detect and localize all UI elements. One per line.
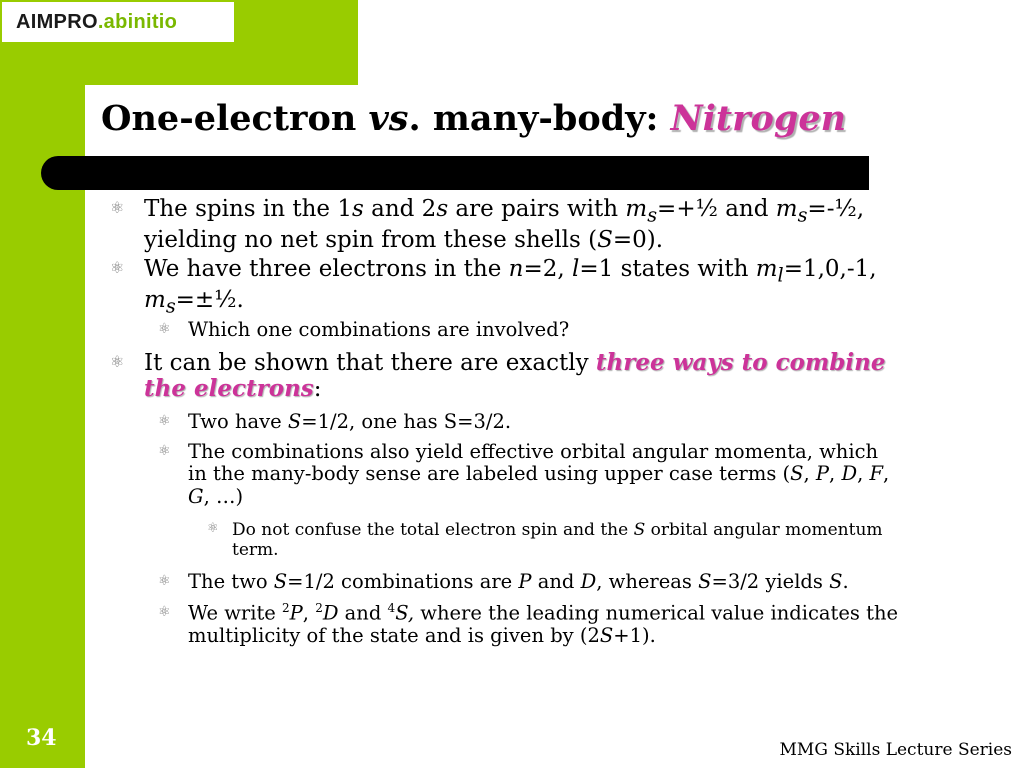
logo-text-part1: AIMPRO (16, 10, 98, 33)
text: : (313, 376, 322, 403)
text: It can be shown that there are exactly (144, 350, 596, 376)
text: Which one combinations are involved? (188, 318, 570, 341)
text: S (698, 570, 712, 593)
text: in the many-body sense are labeled using upper case terms ( (188, 462, 791, 486)
text: D (841, 462, 858, 486)
text: m (775, 196, 798, 222)
atom-icon: ⚛ (207, 521, 219, 536)
text: orbital angular momentum (645, 520, 883, 540)
text: Do not confuse the total electron spin and the (232, 520, 634, 540)
text: and (531, 570, 581, 593)
text: s (436, 196, 449, 222)
text: , (829, 462, 842, 486)
text: We write (188, 601, 283, 625)
text: s (351, 196, 364, 222)
text: , whereas (596, 570, 699, 593)
text: 2 (315, 601, 323, 615)
text: =+½ and (657, 196, 776, 222)
atom-icon: ⚛ (158, 573, 171, 589)
subbullet-two-have (158, 410, 998, 433)
text: =-½, (807, 196, 865, 222)
text: m (144, 286, 166, 313)
text: l (572, 256, 580, 282)
text: l (777, 263, 784, 287)
text: G (188, 484, 204, 508)
text: =1,0,-1, (783, 256, 877, 282)
text: 2 (282, 601, 290, 615)
bullet-spins (110, 196, 964, 253)
title-part2: . many-body: (408, 98, 671, 139)
logo-text-part2: .abinitio (97, 10, 178, 33)
text: multiplicity of the state and is given by (2 (188, 623, 600, 647)
text: =0). (612, 226, 664, 253)
text: =1 states with (579, 256, 756, 282)
text: =1/2, one has S=3/2. (301, 410, 512, 433)
text: S (599, 623, 614, 647)
atom-icon: ⚛ (158, 413, 171, 429)
text: and 2 (363, 196, 437, 222)
text: , (302, 601, 316, 625)
atom-icon: ⚛ (110, 258, 125, 277)
subbullet-two-s-combinations (158, 570, 998, 593)
atom-icon: ⚛ (110, 198, 125, 217)
atom-icon: ⚛ (158, 443, 171, 459)
text: The combinations also yield effective orbital angular momenta, which (188, 440, 879, 463)
subbullet-we-write (158, 601, 998, 647)
subbullet-combinations-yield (158, 440, 998, 508)
footer-text: MMG Skills Lecture Series (779, 740, 1012, 760)
text: yielding no net spin from these shells ( (144, 226, 598, 253)
text: m (755, 256, 778, 282)
text: three ways to combine (595, 349, 886, 376)
text: =3/2 yields (711, 570, 830, 593)
text: n (508, 256, 524, 282)
text: s (797, 203, 808, 227)
text: S (273, 570, 288, 593)
text: , …) (203, 484, 244, 508)
text: are pairs with (448, 196, 626, 222)
text: term. (232, 539, 279, 560)
text: , (803, 462, 816, 486)
atom-icon: ⚛ (110, 352, 125, 371)
bullet-three-ways (110, 349, 964, 403)
text: P (289, 601, 303, 625)
title-part1: One-electron (101, 98, 369, 139)
text: =2, (523, 256, 573, 282)
text: . (842, 570, 849, 593)
text: S, (395, 601, 415, 625)
text: , (883, 462, 890, 486)
text: S (597, 226, 613, 253)
text: the electrons (144, 375, 314, 403)
text: S (633, 520, 646, 540)
bullet-three-electrons (110, 256, 964, 318)
text: 4 (387, 601, 396, 615)
text: The spins in the 1 (144, 196, 352, 222)
text: S (829, 570, 843, 593)
text: s (165, 294, 176, 318)
subbullet-which-combinations (158, 318, 998, 341)
text: where the leading numerical value indicates the (414, 601, 899, 625)
text: , (857, 462, 870, 486)
atom-icon: ⚛ (158, 321, 171, 337)
text: The two (188, 570, 274, 593)
title-vs: vs (368, 98, 409, 139)
text: S (790, 462, 804, 486)
text: S (287, 410, 302, 433)
text: D (580, 570, 597, 593)
text: and (338, 601, 388, 625)
text: Two have (188, 410, 288, 433)
text: m (625, 196, 648, 222)
text: D (322, 601, 339, 625)
text: =±½. (175, 286, 244, 313)
atom-icon: ⚛ (158, 604, 171, 620)
text: P (815, 462, 830, 486)
text: =1/2 combinations are (287, 570, 519, 593)
page-number: 34 (26, 725, 57, 751)
text: s (647, 203, 658, 227)
text: F (869, 462, 884, 486)
subsubbullet-do-not-confuse (207, 520, 1002, 560)
text: P (518, 570, 532, 593)
title-highlight: Nitrogen (670, 98, 847, 139)
text: We have three electrons in the (144, 256, 509, 282)
text: +1). (613, 623, 656, 647)
